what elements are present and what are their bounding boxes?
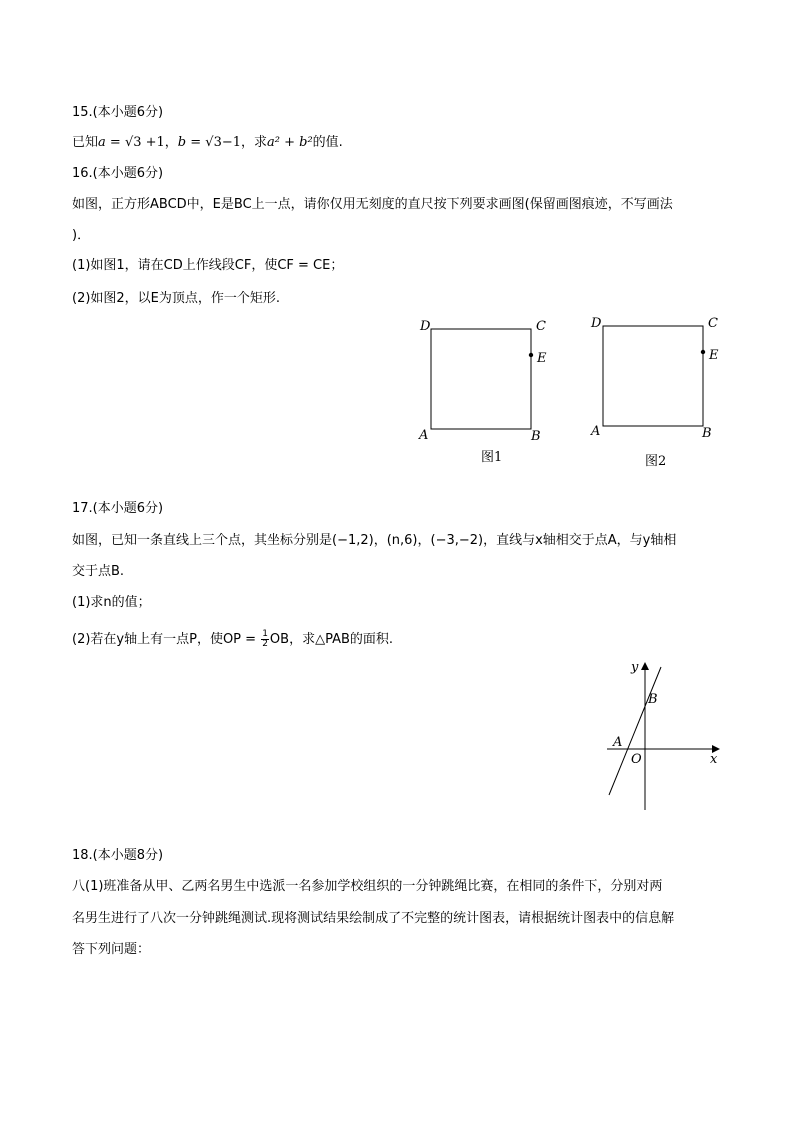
q18-line2: 名男生进行了八次一分钟跳绳测试.现将测试结果绘制成了不完整的统计图表，请根据统计图表中的信息解 <box>72 911 675 926</box>
label-c: C <box>708 316 718 331</box>
q16-line1: 如图，正方形ABCD中，E是BC上一点，请你仅用无刻度的直尺按下列要求画图(保留画图痕迹，不写画法 <box>72 197 673 212</box>
label-o: O <box>631 752 642 767</box>
q15-eq1: = √3 +1， <box>105 135 178 150</box>
q18-line3: 答下列问题： <box>72 942 151 957</box>
square-abcd <box>603 326 703 426</box>
q15-text-prefix: 已知 <box>72 135 99 150</box>
square-abcd <box>431 329 531 429</box>
q15-expr: a² + b² <box>267 135 313 150</box>
q15-var-b: b <box>177 135 187 150</box>
label-a: A <box>613 735 623 750</box>
q16-line2: )． <box>72 228 91 243</box>
q17-coordinate-graph <box>595 655 735 815</box>
point-e <box>701 350 705 354</box>
frac-denominator: 2 <box>262 639 268 649</box>
label-e: E <box>537 351 547 366</box>
point-e <box>529 353 533 357</box>
label-x: x <box>710 752 718 767</box>
q16-fig2-caption: 图2 <box>645 454 667 469</box>
q18-line1: 八(1)班准备从甲、乙两名男生中选派一名参加学校组织的一分钟跳绳比赛，在相同的条件下，分别对两 <box>72 879 663 894</box>
q17-line1: 如图，已知一条直线上三个点，其坐标分别是(−1,2)，(n,6)，(−3,−2)，直线与x轴相交于点A，与y轴相 <box>72 533 677 548</box>
q17-part2-suffix: OB，求△PAB的面积. <box>269 632 394 647</box>
q16-figure-1 <box>410 312 560 447</box>
label-d: D <box>591 316 602 331</box>
q15-var-a: a <box>98 135 106 150</box>
fraction-one-half <box>261 630 269 649</box>
q17-heading: 17.(本小题6分) <box>72 501 164 516</box>
q15-eq2: = √3−1，求 <box>186 135 268 150</box>
label-d: D <box>420 319 431 334</box>
q16-fig1-caption: 图1 <box>481 450 503 465</box>
q15-heading: 15.(本小题6分) <box>72 105 164 120</box>
label-c: C <box>536 319 546 334</box>
label-b: B <box>531 429 541 444</box>
q17-part1: (1)求n的值； <box>72 595 151 610</box>
q18-heading: 18.(本小题8分) <box>72 848 164 863</box>
q16-figure-2 <box>580 310 730 445</box>
label-y: y <box>631 660 639 675</box>
label-b: B <box>702 426 712 441</box>
label-a: A <box>591 424 601 439</box>
label-e: E <box>709 348 719 363</box>
q15-text <box>72 134 343 152</box>
frac-numerator: 1 <box>262 629 268 639</box>
q17-line2: 交于点B. <box>72 564 125 579</box>
label-b: B <box>648 692 658 707</box>
label-a: A <box>419 428 429 443</box>
q17-part2-prefix: (2)若在y轴上有一点P，使OP = <box>72 632 257 647</box>
q16-part1: (1)如图1，请在CD上作线段CF，使CF = CE； <box>72 258 344 273</box>
q16-heading: 16.(本小题6分) <box>72 166 164 181</box>
q17-part2 <box>72 630 393 649</box>
q16-part2: (2)如图2，以E为顶点，作一个矩形. <box>72 291 281 306</box>
q15-text-suffix: 的值. <box>312 135 343 150</box>
straight-line <box>609 667 661 795</box>
